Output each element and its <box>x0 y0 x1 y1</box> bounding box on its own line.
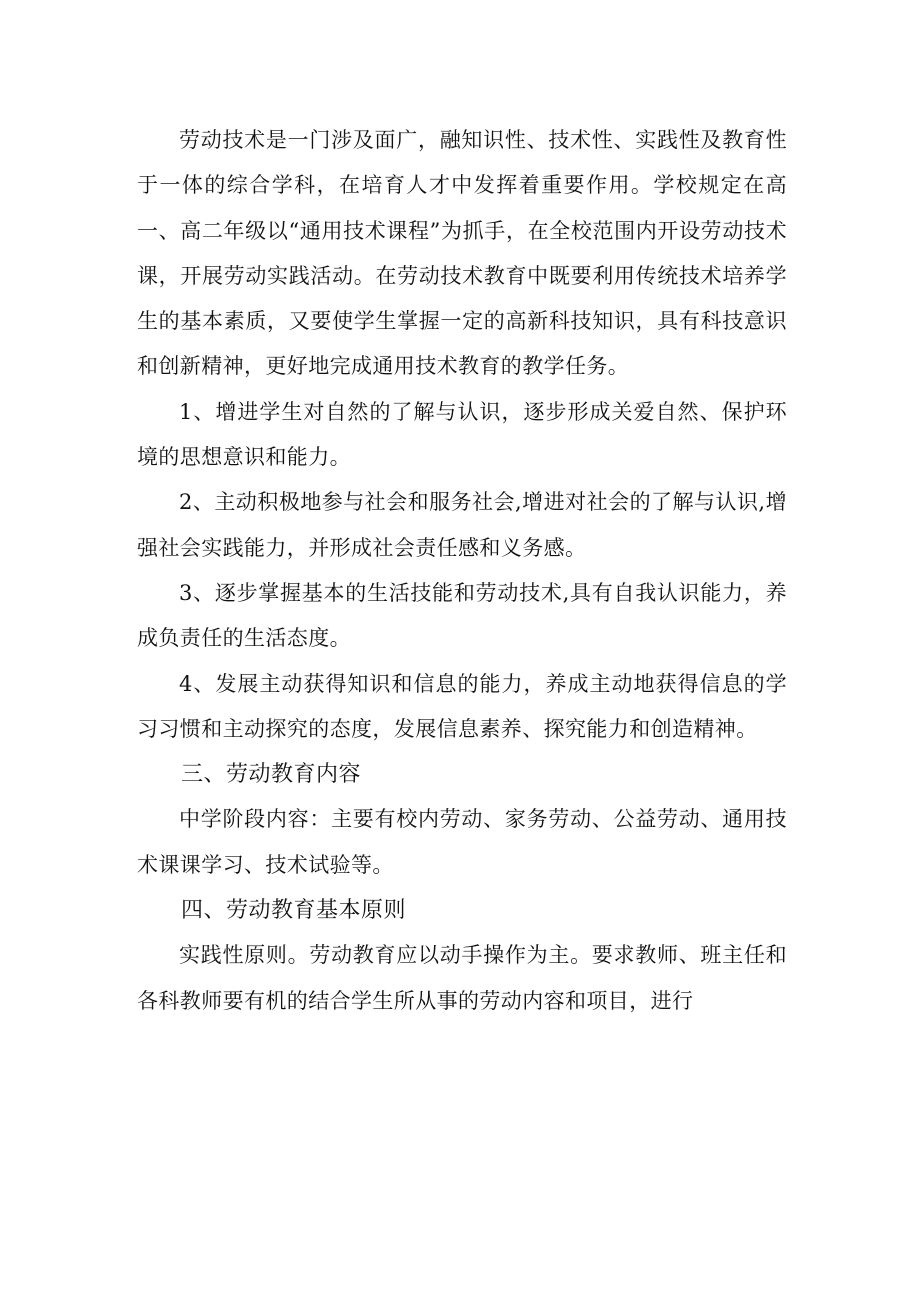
goal-item-2: 2、主动积极地参与社会和服务社会,增进对社会的了解与认识,增强社会实践能力，并形成社会责任感和义务感。 <box>137 490 787 560</box>
goal-item-3: 3、逐步掌握基本的生活技能和劳动技术,具有自我认识能力，养成负责任的生活态度。 <box>137 580 787 651</box>
goal-item-1: 1、增进学生对自然的了解与认识，逐步形成关爱自然、保护环境的思想意识和能力。 <box>137 399 787 470</box>
section-heading-content: 三、劳动教育内容 <box>181 762 362 788</box>
document-body <box>137 118 787 1024</box>
section-heading-principles: 四、劳动教育基本原则 <box>181 898 407 924</box>
section-principles-paragraph: 实践性原则。劳动教育应以动手操作为主。要求教师、班主任和各科教师要有机的结合学生所从事的劳动内容和项目，进行 <box>137 943 787 1013</box>
intro-paragraph: 劳动技术是一门涉及面广，融知识性、技术性、实践性及教育性于一体的综合学科，在培育人才中发挥着重要作用。学校规定在高一、高二年级以“通用技术课程”为抓手，在全校范围内开设劳动技术课，开展劳动实践活动。在劳动技术教育中既要利用传统技术培养学生的基本素质，又要使学生掌握一定的高新科技知识，具有科技意识和创新精神，更好地完成通用技术教育的教学任务。 <box>137 128 787 379</box>
section-content-paragraph: 中学阶段内容：主要有校内劳动、家务劳动、公益劳动、通用技术课课学习、技术试验等。 <box>137 807 787 877</box>
goal-item-4: 4、发展主动获得知识和信息的能力，养成主动地获得信息的学习习惯和主动探究的态度，发展信息素养、探究能力和创造精神。 <box>137 671 787 741</box>
